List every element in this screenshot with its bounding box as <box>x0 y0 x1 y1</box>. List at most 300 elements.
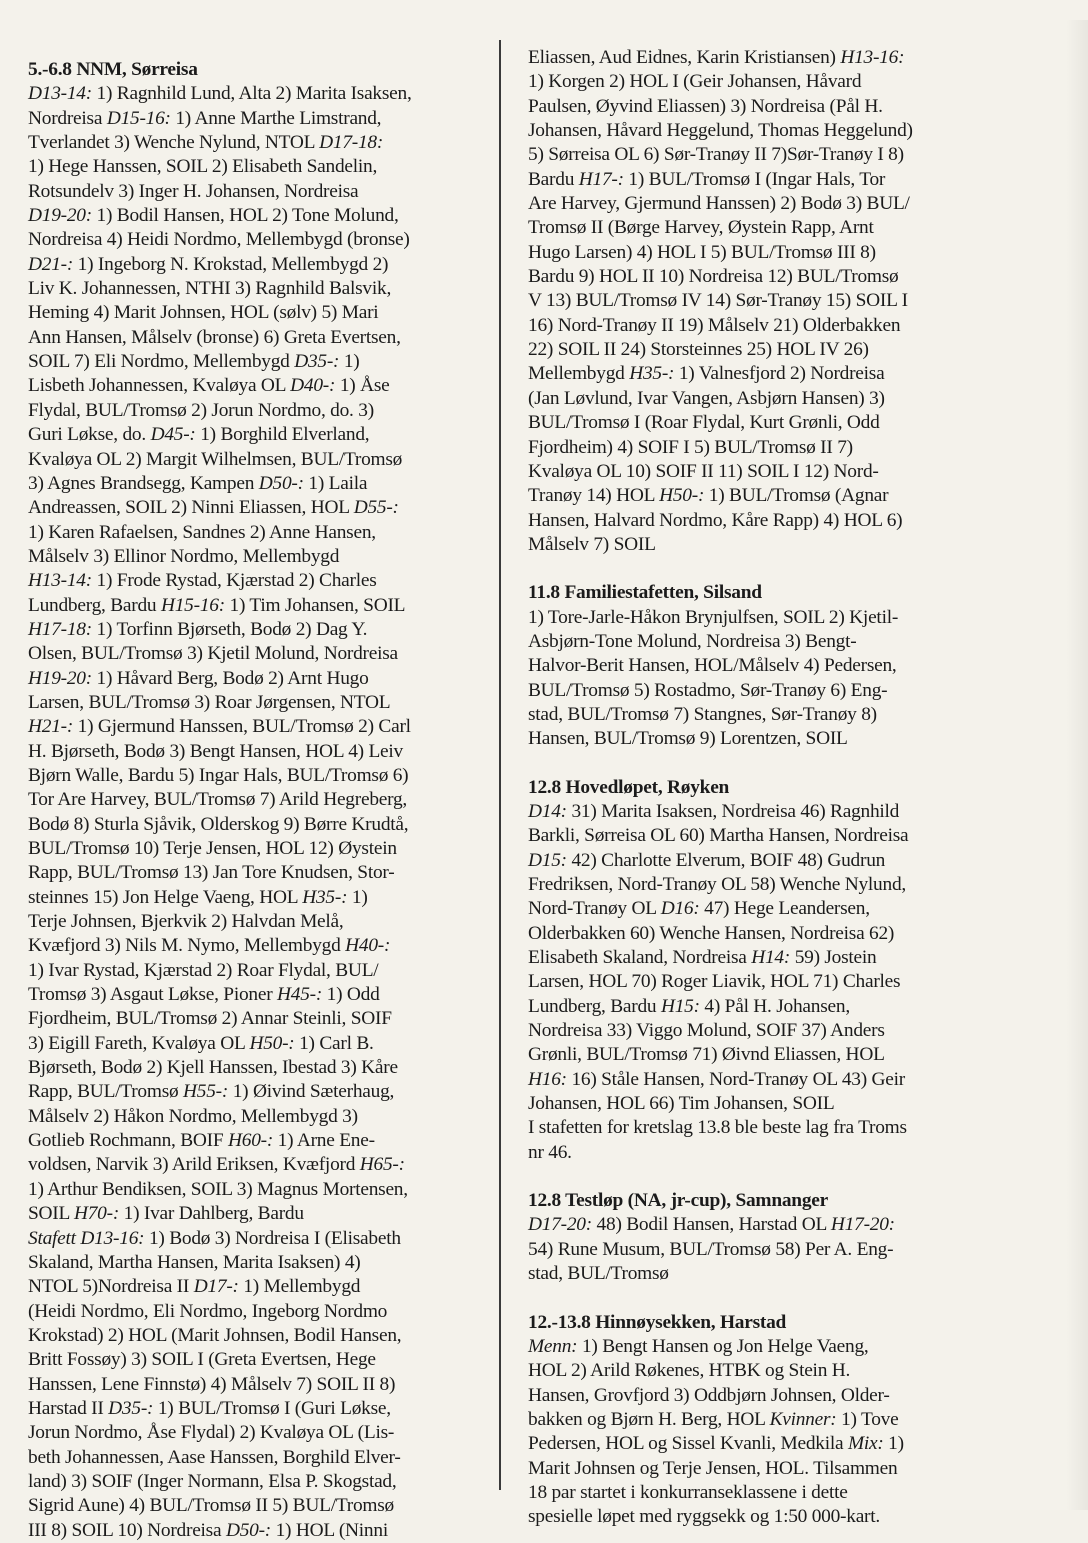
result-line <box>28 472 494 496</box>
result-line <box>528 265 988 289</box>
result-text: 1) Ingeborg N. Krokstad, Mellembygd 2) <box>73 253 389 275</box>
result-text: 47) Hege Leandersen, <box>699 898 870 920</box>
class-label: H65-: <box>359 1154 405 1176</box>
result-line <box>528 1481 988 1505</box>
class-label: D45-: <box>150 424 196 446</box>
result-text: land) 3) SOIF (Inger Normann, Elsa P. Skogstad, <box>28 1470 397 1492</box>
result-text: Tranøy 14) HOL <box>528 485 660 507</box>
result-line <box>28 277 494 301</box>
class-label: D17-18: <box>319 132 384 154</box>
result-text: 1) Odd <box>322 984 380 1006</box>
result-text: Hanssen, Lene Finnstø) 4) Målselv 7) SOIL II 8) <box>28 1373 396 1395</box>
result-text: Guri Løkse, do. <box>28 424 151 446</box>
heading-text: 12.8 Testløp (NA, jr-cup), Samnanger <box>528 1190 828 1212</box>
result-text: 1) Hege Hanssen, SOIL 2) Elisabeth Sandelin, <box>28 156 378 178</box>
result-text: (Jan Løvlund, Ivar Vangen, Asbjørn Hansen) 3) <box>528 387 885 409</box>
result-line <box>28 107 494 131</box>
result-text: Tromsø II (Børge Harvey, Øystein Rapp, Arnt <box>528 217 874 239</box>
result-text: Ann Hansen, Målselv (bronse) 6) Greta Evertsen, <box>28 326 401 348</box>
result-text: 48) Bodil Hansen, Harstad OL <box>591 1214 831 1236</box>
result-line <box>528 338 988 362</box>
result-text: 42) Charlotte Elverum, BOIF 48) Gudrun <box>566 849 886 871</box>
result-line <box>528 946 988 970</box>
result-text: Bjørseth, Bodø 2) Kjell Hanssen, Ibestad 3) Kåre <box>28 1057 398 1079</box>
result-text: Flydal, BUL/Tromsø 2) Jorun Nordmo, do. 3) <box>28 399 374 421</box>
result-text: Are Harvey, Gjermund Hanssen) 2) Bodø 3) BUL/ <box>528 193 910 215</box>
result-line <box>528 387 988 411</box>
result-text: Nordreisa 4) Heidi Nordmo, Mellembygd (bronse) <box>28 229 410 251</box>
result-line <box>528 1141 988 1165</box>
result-text: 1) <box>883 1433 904 1455</box>
class-label: H15-16: <box>160 594 225 616</box>
page-edge-shadow <box>1066 20 1088 1510</box>
result-text: Olsen, BUL/Tromsø 3) Kjetil Molund, Nordreisa <box>28 643 398 665</box>
result-line <box>528 703 988 727</box>
result-text: Fredriksen, Nord-Tranøy OL 58) Wenche Nylund, <box>528 874 906 895</box>
result-text: Sigrid Aune) 4) BUL/Tromsø II 5) BUL/Tromsø <box>28 1495 394 1517</box>
class-label: D50-: <box>225 1519 271 1541</box>
result-line <box>528 362 988 386</box>
section-heading <box>528 1311 988 1335</box>
result-text: Larsen, HOL 70) Roger Liavik, HOL 71) Charles <box>528 971 901 993</box>
result-text: 1) Øivind Sæterhaug, <box>228 1081 395 1103</box>
result-line <box>528 168 988 192</box>
result-text: Fjordheim) 4) SOIF I 5) BUL/Tromsø II 7) <box>528 436 853 458</box>
result-text: Rapp, BUL/Tromsø <box>28 1081 184 1103</box>
result-line <box>28 861 494 885</box>
result-line <box>28 910 494 934</box>
class-label: D21-: <box>28 253 74 275</box>
result-text: Paulsen, Øyvind Eliassen) 3) Nordreisa (Pål H. <box>528 95 883 117</box>
result-text: NTOL 5)Nordreisa II <box>28 1276 194 1298</box>
result-text: Tromsø 3) Asgaut Løkse, Pioner <box>28 984 278 1006</box>
result-text: 1) <box>347 886 368 908</box>
result-line <box>528 143 988 167</box>
result-text: 31) Marita Isaksen, Nordreisa 46) Ragnhild <box>566 800 900 822</box>
result-line <box>528 192 988 216</box>
result-text: HOL 2) Arild Røkenes, HTBK og Stein H. <box>528 1360 851 1382</box>
class-label: H35-: <box>302 886 348 908</box>
result-text: Målselv 3) Ellinor Nordmo, Mellembygd <box>28 545 340 567</box>
result-line <box>28 545 494 569</box>
result-line <box>28 1397 494 1421</box>
result-line <box>528 1019 988 1043</box>
result-text: 1) Arne Ene- <box>273 1130 375 1152</box>
result-line <box>28 959 494 983</box>
result-text: spesielle løpet med ryggsekk og 1:50 000-kart. <box>528 1506 880 1528</box>
result-line <box>528 411 988 435</box>
result-text: 1) Arthur Bendiksen, SOIL 3) Magnus Mortensen, <box>28 1178 408 1200</box>
heading-text: 11.8 Familiestafetten, Silsand <box>528 582 762 604</box>
result-text: Halvor-Berit Hansen, HOL/Målselv 4) Pedersen, <box>528 655 897 677</box>
result-text: 3) Eigill Fareth, Kvaløya OL <box>28 1032 250 1054</box>
result-line <box>528 1432 988 1456</box>
result-text: 1) Ivar Dahlberg, Bardu <box>119 1203 304 1225</box>
result-line <box>528 606 988 630</box>
result-text: 1) Tove <box>836 1408 899 1430</box>
result-line <box>28 301 494 325</box>
result-line <box>28 1421 494 1445</box>
result-line <box>528 654 988 678</box>
class-label: H45-: <box>277 984 323 1006</box>
result-text: Hansen, Grovfjord 3) Oddbjørn Johnsen, Older- <box>528 1384 890 1406</box>
class-label: D19-20: <box>28 205 92 227</box>
result-text: Larsen, BUL/Tromsø 3) Roar Jørgensen, NTOL <box>28 691 391 713</box>
result-line <box>28 983 494 1007</box>
class-label: D16: <box>660 898 700 920</box>
result-line <box>28 204 494 228</box>
class-label: D14: <box>528 800 567 822</box>
result-line <box>528 241 988 265</box>
result-text: Bodø 8) Sturla Sjåvik, Olderskog 9) Børre Krudtå, <box>28 813 409 835</box>
result-text: I stafetten for kretslag 13.8 ble beste lag fra Troms <box>528 1117 907 1139</box>
result-text: Lundberg, Bardu <box>28 594 161 616</box>
result-text: Andreassen, SOIL 2) Ninni Eliassen, HOL <box>28 497 354 519</box>
result-text: 18 par startet i konkurranseklassene i dette <box>528 1481 848 1503</box>
result-line <box>28 1373 494 1397</box>
class-label: D13-14: <box>28 83 92 105</box>
result-line <box>528 46 988 70</box>
section-gap <box>528 1287 988 1311</box>
result-line <box>28 886 494 910</box>
result-line <box>528 314 988 338</box>
section-heading <box>528 1189 988 1213</box>
result-line <box>28 813 494 837</box>
result-line <box>28 350 494 374</box>
result-text: Bardu 9) HOL II 10) Nordreisa 12) BUL/Tromsø <box>528 266 899 288</box>
class-label: H15: <box>660 995 700 1017</box>
class-label: Menn: <box>528 1335 578 1357</box>
result-text: Bjørn Walle, Bardu 5) Ingar Hals, BUL/Tromsø 6) <box>28 764 409 786</box>
result-text: 1) Valnesfjord 2) Nordreisa <box>674 363 885 385</box>
result-line <box>28 1227 494 1251</box>
result-line <box>28 374 494 398</box>
result-text: Kvaløya OL 2) Margit Wilhelmsen, BUL/Tromsø <box>28 448 403 470</box>
result-line <box>528 509 988 533</box>
result-line <box>28 569 494 593</box>
result-text: 54) Rune Musum, BUL/Tromsø 58) Per A. Eng- <box>528 1238 894 1260</box>
result-line <box>528 630 988 654</box>
result-line <box>28 326 494 350</box>
class-label: D40-: <box>290 375 336 397</box>
class-label: H50-: <box>659 485 705 507</box>
result-line <box>28 1129 494 1153</box>
result-text: Hansen, BUL/Tromsø 9) Lorentzen, SOIL <box>528 728 848 750</box>
result-text: 1) Gjermund Hanssen, BUL/Tromsø 2) Carl <box>73 716 411 738</box>
result-line <box>28 1153 494 1177</box>
result-text: Nordreisa <box>28 107 107 129</box>
result-line <box>28 1178 494 1202</box>
class-label: H50-: <box>249 1032 295 1054</box>
result-text: Krokstad) 2) HOL (Marit Johnsen, Bodil Hansen, <box>28 1324 402 1346</box>
result-text: Johansen, HOL 66) Tim Johansen, SOIL <box>528 1093 835 1115</box>
result-text: steinnes 15) Jon Helge Vaeng, HOL <box>28 886 303 908</box>
result-line <box>28 1446 494 1470</box>
section-heading <box>528 776 988 800</box>
result-text: Gotlieb Rochmann, BOIF <box>28 1130 228 1152</box>
section-gap <box>528 1165 988 1189</box>
class-label: D17-20: <box>528 1214 592 1236</box>
class-label: Kvinner: <box>769 1408 837 1430</box>
result-line <box>28 180 494 204</box>
section-heading <box>28 58 494 82</box>
result-text: Rotsundelv 3) Inger H. Johansen, Nordreisa <box>28 180 359 202</box>
result-text: 3) Agnes Brandsegg, Kampen <box>28 472 259 494</box>
result-text: 1) Bengt Hansen og Jon Helge Vaeng, <box>577 1335 869 1357</box>
result-text: 1) Bodø 3) Nordreisa I (Elisabeth <box>144 1227 401 1249</box>
result-line <box>28 594 494 618</box>
result-text: 1) HOL (Ninni <box>271 1519 388 1541</box>
result-line <box>528 1213 988 1237</box>
class-label: H70-: <box>73 1203 120 1225</box>
result-line <box>528 873 988 897</box>
result-text: Kvaløya OL 10) SOIF II 11) SOIL I 12) Nord- <box>528 460 879 482</box>
result-line <box>28 423 494 447</box>
result-line <box>28 1202 494 1226</box>
result-text: Bardu <box>528 168 579 190</box>
result-text: H. Bjørseth, Bodø 3) Bengt Hansen, HOL 4) Leiv <box>28 740 403 762</box>
result-text: Hugo Larsen) 4) HOL I 5) BUL/Tromsø III 8) <box>528 241 876 263</box>
heading-text: 12.-13.8 Hinnøysekken, Harstad <box>528 1311 787 1333</box>
result-text: Skaland, Martha Hansen, Marita Isaksen) 4) <box>28 1251 361 1273</box>
class-label: D35-: <box>294 351 340 373</box>
class-label: D35-: <box>108 1397 154 1419</box>
result-text: stad, BUL/Tromsø 7) Stangnes, Sør-Tranøy 8) <box>528 703 877 725</box>
class-label: H14: <box>751 947 791 969</box>
result-line <box>28 691 494 715</box>
result-line <box>528 484 988 508</box>
result-text: Grønli, BUL/Tromsø 71) Øivnd Eliassen, HOL <box>528 1044 885 1066</box>
result-text: 16) Nord-Tranøy II 19) Målselv 21) Olderbakken <box>528 314 901 336</box>
result-text: Liv K. Johannessen, NTHI 3) Ragnhild Balsvik, <box>28 278 392 300</box>
result-line <box>528 1335 988 1359</box>
result-text: 1) Mellembygd <box>238 1276 361 1298</box>
result-line <box>28 1300 494 1324</box>
result-line <box>528 1043 988 1067</box>
result-text: 1) BUL/Tromsø I (Ingar Hals, Tor <box>623 168 886 190</box>
class-label: Mix: <box>847 1433 884 1455</box>
result-text: 1) <box>339 351 360 373</box>
result-line <box>528 289 988 313</box>
result-line <box>28 1056 494 1080</box>
heading-text: 12.8 Hovedløpet, Røyken <box>528 776 730 798</box>
result-text: 1) Laila <box>303 472 368 494</box>
class-label: H21-: <box>28 716 74 738</box>
result-line <box>28 764 494 788</box>
heading-text: 5.-6.8 NNM, Sørreisa <box>28 59 198 80</box>
result-line <box>528 995 988 1019</box>
result-text: Britt Fossøy) 3) SOIL I (Greta Evertsen, Hege <box>28 1349 376 1371</box>
result-text: Tor Are Harvey, BUL/Tromsø 7) Arild Hegreberg, <box>28 789 408 811</box>
result-text: Asbjørn-Tone Molund, Nordreisa 3) Bengt- <box>528 630 857 652</box>
result-text: 1) Carl B. <box>294 1032 374 1054</box>
right-column <box>528 46 988 1530</box>
result-line <box>28 1080 494 1104</box>
result-line <box>28 131 494 155</box>
result-line <box>528 1238 988 1262</box>
result-line <box>528 800 988 824</box>
result-text: beth Johannessen, Aase Hanssen, Borghild Elver- <box>28 1446 401 1468</box>
result-line <box>28 448 494 472</box>
result-line <box>28 715 494 739</box>
result-text: 59) Jostein <box>790 947 877 969</box>
column-divider <box>499 40 501 1490</box>
result-line <box>528 1408 988 1432</box>
result-line <box>528 1068 988 1092</box>
result-line <box>28 1494 494 1518</box>
result-text: 1) Åse <box>335 375 390 397</box>
result-line <box>28 1007 494 1031</box>
result-line <box>28 155 494 179</box>
result-text: Tverlandet 3) Wenche Nylund, NTOL <box>28 132 320 154</box>
result-line <box>28 496 494 520</box>
class-label: H13-16: <box>840 47 905 68</box>
class-label: H60-: <box>228 1130 274 1152</box>
result-line <box>28 1251 494 1275</box>
result-line <box>28 399 494 423</box>
section-gap <box>528 752 988 776</box>
result-line <box>28 837 494 861</box>
result-line <box>28 253 494 277</box>
result-line <box>28 82 494 106</box>
result-line <box>28 228 494 252</box>
class-label: H55-: <box>183 1081 229 1103</box>
class-label: H17-20: <box>830 1214 895 1236</box>
result-text: 1) Torfinn Bjørseth, Bodø 2) Dag Y. <box>91 618 368 640</box>
class-label: H17-: <box>578 168 624 190</box>
result-text: Heming 4) Marit Johnsen, HOL (sølv) 5) Mari <box>28 302 379 324</box>
left-column <box>28 58 494 1543</box>
result-line <box>528 216 988 240</box>
result-text: stad, BUL/Tromsø <box>528 1263 669 1285</box>
result-text: 1) Bodil Hansen, HOL 2) Tone Molund, <box>91 205 399 227</box>
result-line <box>528 95 988 119</box>
result-text: Terje Johnsen, Bjerkvik 2) Halvdan Melå, <box>28 911 344 933</box>
result-text: Lundberg, Bardu <box>528 995 661 1017</box>
class-label: D55-: <box>353 497 399 519</box>
result-line <box>528 1384 988 1408</box>
result-text: 1) BUL/Tromsø I (Guri Løkse, <box>153 1397 391 1419</box>
result-line <box>28 667 494 691</box>
result-line <box>28 1324 494 1348</box>
result-text: SOIL <box>28 1203 74 1225</box>
result-text: Lisbeth Johannessen, Kvaløya OL <box>28 375 291 397</box>
result-line <box>28 1348 494 1372</box>
result-text: bakken og Bjørn H. Berg, HOL <box>528 1408 770 1430</box>
result-line <box>528 849 988 873</box>
section-gap <box>528 557 988 581</box>
result-line <box>28 1105 494 1129</box>
result-line <box>28 1275 494 1299</box>
result-text: Eliassen, Aud Eidnes, Karin Kristiansen) <box>528 47 841 68</box>
result-line <box>528 460 988 484</box>
result-text: Nordreisa 33) Viggo Molund, SOIF 37) Anders <box>528 1020 885 1042</box>
result-line <box>528 533 988 557</box>
class-label: H13-14: <box>28 570 92 592</box>
result-line <box>28 934 494 958</box>
result-text: Barkli, Sørreisa OL 60) Martha Hansen, Nordreisa <box>528 825 909 847</box>
result-text: 4) Pål H. Johansen, <box>699 995 850 1017</box>
result-text: Mellembygd <box>528 363 630 385</box>
result-line <box>528 436 988 460</box>
result-line <box>528 1505 988 1529</box>
result-line <box>528 922 988 946</box>
result-text: Rapp, BUL/Tromsø 13) Jan Tore Knudsen, Stor- <box>28 862 395 884</box>
result-text: BUL/Tromsø 10) Terje Jensen, HOL 12) Øystein <box>28 838 397 859</box>
result-text: 1) Tim Johansen, SOIL <box>224 594 406 616</box>
result-line <box>528 727 988 751</box>
result-text: 1) BUL/Tromsø (Agnar <box>704 485 889 507</box>
result-text: Olderbakken 60) Wenche Hansen, Nordreisa 62) <box>528 922 895 944</box>
class-label: H16: <box>528 1068 567 1090</box>
result-text: 1) Tore-Jarle-Håkon Brynjulfsen, SOIL 2) Kjetil- <box>528 606 899 628</box>
result-line <box>528 1359 988 1383</box>
result-line <box>28 521 494 545</box>
class-label: Stafett D13-16: <box>28 1227 145 1249</box>
result-text: Fjordheim, BUL/Tromsø 2) Annar Steinli, SOIF <box>28 1008 392 1030</box>
result-text: Jorun Nordmo, Åse Flydal) 2) Kvaløya OL (Lis- <box>28 1422 395 1444</box>
result-line <box>528 119 988 143</box>
result-text: 1) Frode Rystad, Kjærstad 2) Charles <box>91 570 377 592</box>
result-text: 1) Borghild Elverland, <box>195 424 370 446</box>
result-text: (Heidi Nordmo, Eli Nordmo, Ingeborg Nordmo <box>28 1300 388 1322</box>
result-line <box>28 642 494 666</box>
result-text: Målselv 7) SOIL <box>528 533 656 555</box>
result-text: SOIL 7) Eli Nordmo, Mellembygd <box>28 351 295 373</box>
result-line <box>528 824 988 848</box>
class-label: D15: <box>528 849 567 871</box>
section-heading <box>528 581 988 605</box>
result-text: 16) Ståle Hansen, Nord-Tranøy OL 43) Geir <box>566 1068 905 1090</box>
result-text: Hansen, Halvard Nordmo, Kåre Rapp) 4) HOL 6) <box>528 509 903 531</box>
class-label: H40-: <box>345 935 391 957</box>
result-text: BUL/Tromsø I (Roar Flydal, Kurt Grønli, Odd <box>528 412 880 434</box>
result-text: nr 46. <box>528 1141 572 1163</box>
result-text: Elisabeth Skaland, Nordreisa <box>528 947 752 969</box>
result-text: Johansen, Håvard Heggelund, Thomas Heggelund) <box>528 120 913 142</box>
result-text: 1) Anne Marthe Limstrand, <box>170 107 382 129</box>
result-text: Målselv 2) Håkon Nordmo, Mellembygd 3) <box>28 1105 358 1127</box>
result-text: 1) Ragnhild Lund, Alta 2) Marita Isaksen, <box>91 83 412 105</box>
result-text: 1) Karen Rafaelsen, Sandnes 2) Anne Hansen, <box>28 521 376 543</box>
result-line <box>528 1116 988 1140</box>
class-label: H35-: <box>629 363 675 385</box>
result-line <box>28 740 494 764</box>
result-line <box>28 788 494 812</box>
result-text: Kvæfjord 3) Nils M. Nymo, Mellembygd <box>28 935 346 957</box>
result-text: BUL/Tromsø 5) Rostadmo, Sør-Tranøy 6) Eng- <box>528 679 888 701</box>
result-text: Nord-Tranøy OL <box>528 898 661 920</box>
result-text: Marit Johnsen og Terje Jensen, HOL. Tilsammen <box>528 1457 898 1479</box>
result-line <box>528 679 988 703</box>
class-label: H17-18: <box>28 618 92 640</box>
result-line <box>528 70 988 94</box>
result-line <box>528 1457 988 1481</box>
class-label: D50-: <box>258 472 304 494</box>
result-line <box>528 970 988 994</box>
result-line <box>528 1262 988 1286</box>
result-text: V 13) BUL/Tromsø IV 14) Sør-Tranøy 15) SOIL I <box>528 290 908 312</box>
result-text: 22) SOIL II 24) Storsteinnes 25) HOL IV 26) <box>528 339 869 361</box>
result-text: 1) Korgen 2) HOL I (Geir Johansen, Håvard <box>528 71 862 93</box>
result-line <box>28 1032 494 1056</box>
result-line <box>28 1470 494 1494</box>
result-text: 1) Håvard Berg, Bodø 2) Arnt Hugo <box>91 667 369 689</box>
result-line <box>528 1092 988 1116</box>
class-label: D15-16: <box>106 107 171 129</box>
result-line <box>28 618 494 642</box>
result-text: Pedersen, HOL og Sissel Kvanli, Medkila <box>528 1433 848 1455</box>
